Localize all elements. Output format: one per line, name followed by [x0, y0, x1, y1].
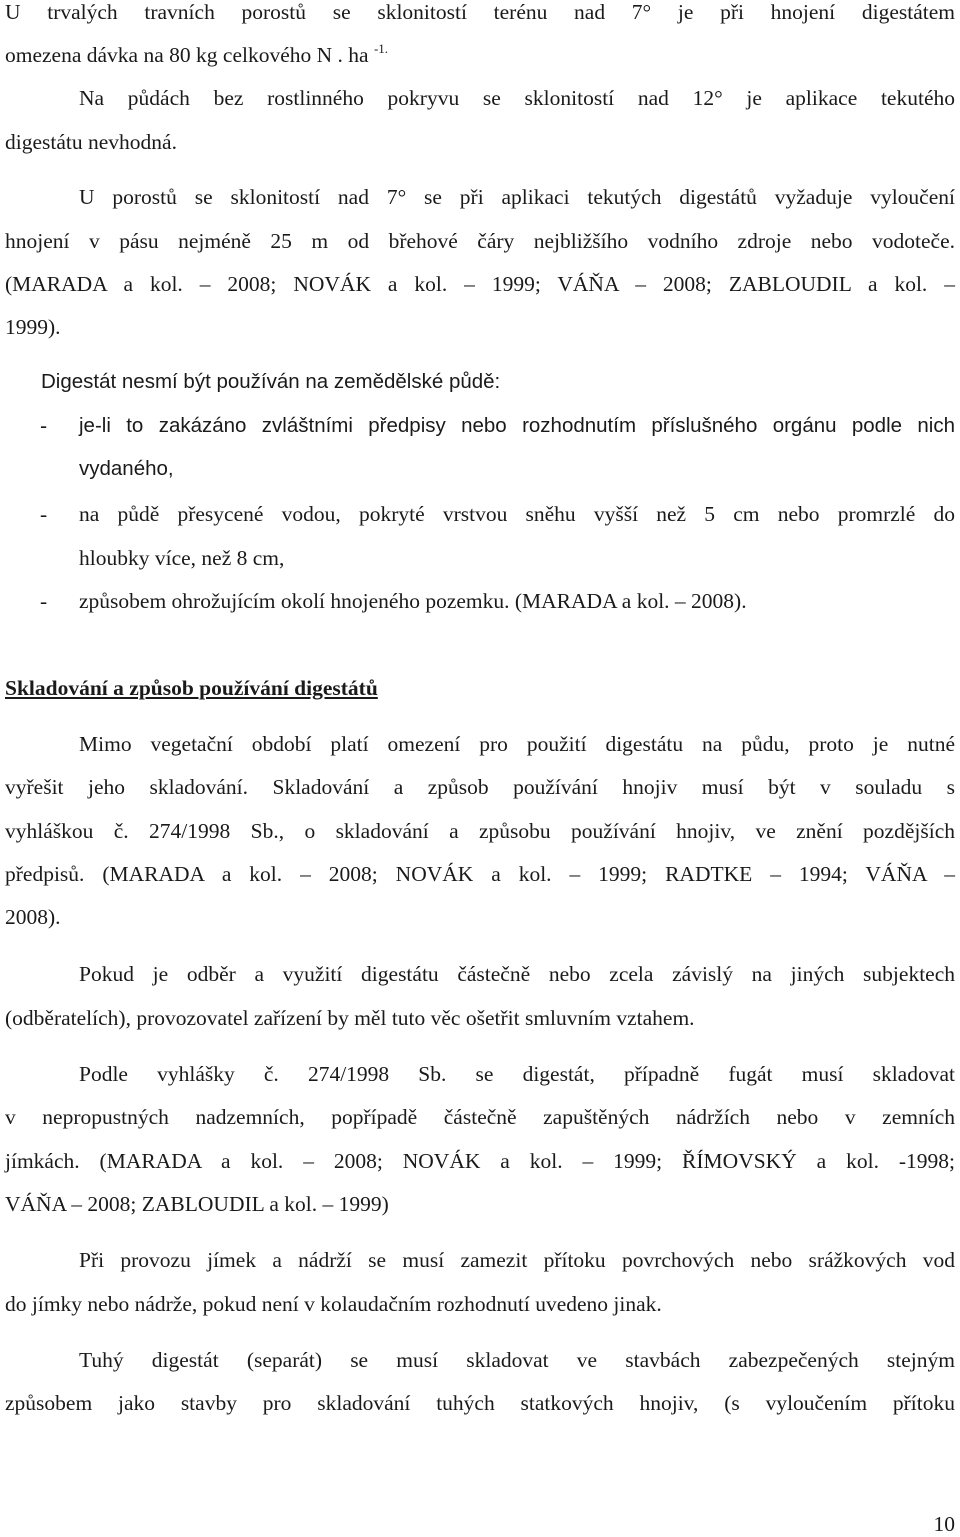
p1-line-2: [5, 41, 955, 72]
p8-line-1: Tuhý digestát (separát) se musí skladovat ve stavbách zabezpečených stejným: [79, 1348, 955, 1372]
p2-line-2: digestátu nevhodná.: [5, 130, 177, 154]
list-dash-1: -: [40, 414, 48, 438]
p4-line-2: vyřešit jeho skladování. Skladování a způsob používání hnojiv musí být v souladu s: [5, 775, 955, 799]
page-number: 10: [933, 1512, 955, 1536]
p4-line-4: předpisů. (MARADA a kol. – 2008; NOVÁK a kol. – 1999; RADTKE – 1994; VÁŇA –: [5, 862, 955, 886]
p3-line-2: hnojení v pásu nejméně 25 m od břehové čáry nejbližšího vodního zdroje nebo vodoteče.: [5, 229, 955, 253]
section-heading: Skladování a způsob používání digestátů: [5, 676, 378, 700]
p6-line-4: VÁŇA – 2008; ZABLOUDIL a kol. – 1999): [5, 1192, 389, 1216]
p6-line-1: Podle vyhlášky č. 274/1998 Sb. se digestát, případně fugát musí skladovat: [79, 1062, 955, 1086]
p5-line-2: (odběratelích), provozovatel zařízení by měl tuto věc ošetřit smluvním vztahem.: [5, 1006, 695, 1030]
p8-line-2: způsobem jako stavby pro skladování tuhých statkových hnojiv, (s vyloučením přítoku: [5, 1391, 955, 1415]
p2-line-1: Na půdách bez rostlinného pokryvu se sklonitostí nad 12° je aplikace tekutého: [79, 86, 955, 110]
p6-line-2: v nepropustných nadzemních, popřípadě částečně zapuštěných nádržích nebo v zemních: [5, 1105, 955, 1129]
p4-line-3: vyhláškou č. 274/1998 Sb., o skladování a způsobu používání hnojiv, ve znění pozdějších: [5, 819, 955, 843]
p4-line-1: Mimo vegetační období platí omezení pro použití digestátu na půdu, proto je nutné: [79, 732, 955, 756]
list-item-1-line-1: je-li to zakázáno zvláštními předpisy nebo rozhodnutím příslušného orgánu podle nich: [79, 414, 955, 437]
list-intro: Digestát nesmí být používán na zemědělské půdě:: [41, 370, 501, 393]
list-dash-3: -: [40, 589, 48, 613]
p3-line-3: (MARADA a kol. – 2008; NOVÁK a kol. – 1999; VÁŇA – 2008; ZABLOUDIL a kol. –: [5, 272, 955, 296]
p3-line-1: U porostů se sklonitostí nad 7° se při aplikaci tekutých digestátů vyžaduje vyloučení: [79, 185, 955, 209]
p1-line-2-text: omezena dávka na 80 kg celkového N . ha: [5, 43, 369, 67]
list-item-2-line-2: hloubky více, než 8 cm,: [79, 546, 285, 570]
p4-line-5: 2008).: [5, 905, 61, 929]
p5-line-1: Pokud je odběr a využití digestátu částečně nebo zcela závislý na jiných subjektech: [79, 962, 955, 986]
unit-superscript: -1.: [373, 41, 389, 56]
p6-line-3: jímkách. (MARADA a kol. – 2008; NOVÁK a kol. – 1999; ŘÍMOVSKÝ a kol. -1998;: [5, 1149, 955, 1173]
list-item-3-line-1: způsobem ohrožujícím okolí hnojeného pozemku. (MARADA a kol. – 2008).: [79, 589, 747, 613]
list-item-1-line-2: vydaného,: [79, 457, 174, 480]
list-dash-2: -: [40, 502, 48, 526]
p3-line-4: 1999).: [5, 315, 61, 339]
p7-line-1: Při provozu jímek a nádrží se musí zamezit přítoku povrchových nebo srážkových vod: [79, 1248, 955, 1272]
p1-line-1: U trvalých travních porostů se sklonitostí terénu nad 7° je při hnojení digestátem: [5, 0, 955, 24]
list-item-2-line-1: na půdě přesycené vodou, pokryté vrstvou sněhu vyšší než 5 cm nebo promrzlé do: [79, 502, 955, 526]
p7-line-2: do jímky nebo nádrže, pokud není v kolaudačním rozhodnutí uvedeno jinak.: [5, 1292, 662, 1316]
